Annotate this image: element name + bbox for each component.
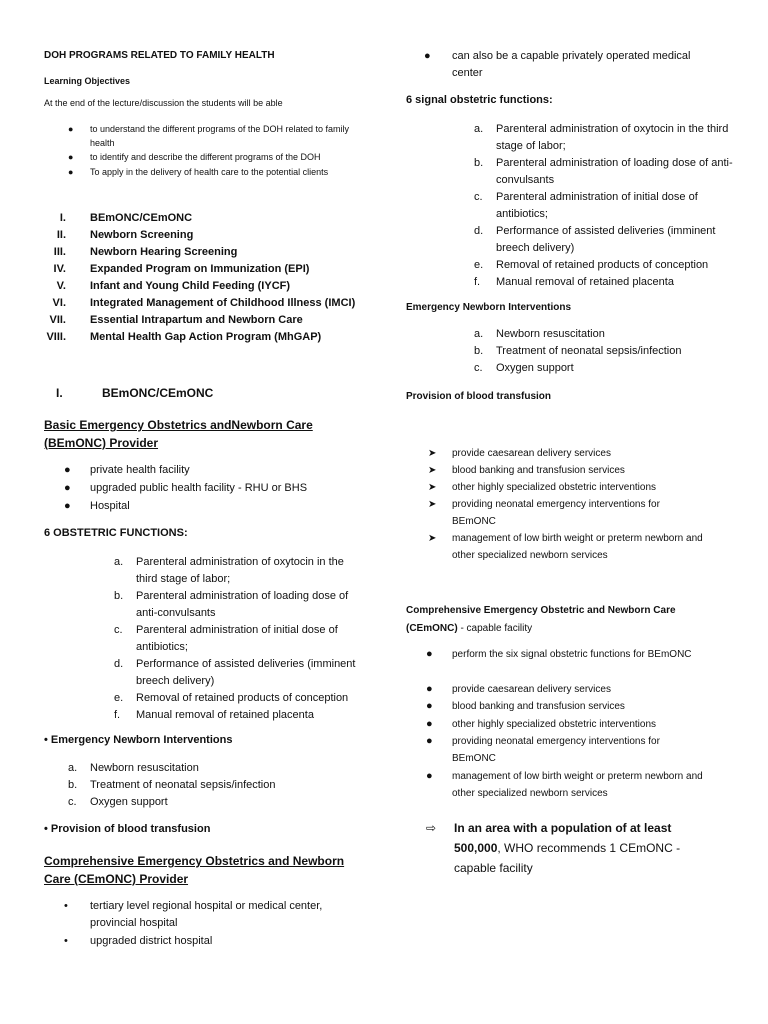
bullet-icon: ● xyxy=(64,482,71,494)
list-item: ➤ blood banking and transfusion services xyxy=(428,462,728,479)
list-item: ● blood banking and transfusion services xyxy=(426,698,716,715)
list-item: I. BEmONC/CEmONC xyxy=(59,212,193,224)
who-recommendation: ⇨ In an area with a population of at least 500,000, WHO recommends 1 CEmONC - capable facility xyxy=(426,818,726,878)
list-item: IV. Expanded Program on Immunization (EPI) xyxy=(53,263,310,275)
list-item: III. Newborn Hearing Screening xyxy=(53,246,238,258)
bullet-icon: ● xyxy=(68,167,74,177)
list-item: b. Parenteral administration of loading dose of anti-convulsants xyxy=(474,157,733,186)
list-item: ● can also be a capable privately operated medical center xyxy=(424,48,724,82)
list-item: c. Oxygen support xyxy=(474,362,574,374)
list-item: c. Parenteral administration of initial dose of antibiotics; xyxy=(114,624,338,653)
section-heading: I. BEmONC/CEmONC xyxy=(56,386,214,400)
bullet-icon: ● xyxy=(426,770,433,782)
list-item: c. Oxygen support xyxy=(68,796,168,808)
bullet-icon: ● xyxy=(64,464,71,476)
list-item: ● management of low birth weight or preterm newborn and other specialized newborn services xyxy=(426,768,716,802)
list-item: ● providing neonatal emergency interventions for BEmONC xyxy=(426,733,696,767)
bullet-icon: ● xyxy=(64,500,71,512)
list-item: ● other highly specialized obstetric interventions xyxy=(426,716,716,733)
list-item: ➤ provide caesarean delivery services xyxy=(428,445,728,462)
list-item: ➤ other highly specialized obstetric interventions xyxy=(428,479,728,496)
list-item: ● to understand the different programs of the DOH related to family health xyxy=(68,124,349,148)
emergency-newborn-heading-right: Emergency Newborn Interventions xyxy=(406,302,572,313)
bullet-icon: ● xyxy=(426,735,433,747)
arrow-right-icon: ➤ xyxy=(428,448,437,459)
list-item: a. Newborn resuscitation xyxy=(68,762,199,774)
list-item: d. Performance of assisted deliveries (imminent breech delivery) xyxy=(474,225,716,254)
list-item: ➤ providing neonatal emergency interventions for BEmONC xyxy=(428,496,698,530)
bullet-icon: • xyxy=(64,935,68,947)
bullet-icon: ● xyxy=(426,683,433,695)
bemonc-provider-heading: Basic Emergency Obstetrics andNewborn Care (BEmONC) Provider xyxy=(44,418,313,450)
list-item: II. Newborn Screening xyxy=(56,229,194,241)
list-item: c. Parenteral administration of initial dose of antibiotics; xyxy=(474,191,698,220)
bullet-icon: ● xyxy=(426,648,433,660)
cemonc-facility-heading: Comprehensive Emergency Obstetric and Newborn Care (CEmONC) - capable facility xyxy=(406,605,676,634)
bullet-icon: ● xyxy=(426,700,433,712)
bullet-icon: ● xyxy=(426,718,433,730)
bullet-icon: ● xyxy=(424,50,431,62)
list-item: ● upgraded public health facility - RHU or BHS xyxy=(64,482,308,494)
intro-text: At the end of the lecture/discussion the students will be able xyxy=(44,98,283,108)
list-item: ● Hospital xyxy=(64,500,130,512)
list-item: • upgraded district hospital xyxy=(64,933,364,950)
bullet-icon: • xyxy=(64,900,68,912)
arrow-outline-icon: ⇨ xyxy=(426,821,437,835)
list-item: ● provide caesarean delivery services xyxy=(426,681,716,698)
list-item: e. Removal of retained products of conception xyxy=(474,259,709,271)
list-item: VII. Essential Intrapartum and Newborn Care xyxy=(49,314,303,326)
list-item: a. Newborn resuscitation xyxy=(474,328,605,340)
document-title: DOH PROGRAMS RELATED TO FAMILY HEALTH xyxy=(44,50,275,61)
list-item: b. Parenteral administration of loading dose of anti-convulsants xyxy=(114,590,349,619)
signal-functions-heading: 6 signal obstetric functions: xyxy=(406,94,553,106)
arrow-right-icon: ➤ xyxy=(428,482,437,493)
list-item: ➤ management of low birth weight or preterm newborn and other specialized newborn services xyxy=(428,530,718,564)
list-item: b. Treatment of neonatal sepsis/infection xyxy=(68,779,276,791)
list-item: e. Removal of retained products of conception xyxy=(114,692,349,704)
list-item: f. Manual removal of retained placenta xyxy=(474,276,674,288)
list-item: f. Manual removal of retained placenta xyxy=(114,709,314,721)
list-item: ● private health facility xyxy=(64,464,190,476)
blood-transfusion-heading: • Provision of blood transfusion xyxy=(44,823,211,835)
list-item: ● To apply in the delivery of health care to the potential clients xyxy=(68,167,329,177)
list-item: ● perform the six signal obstetric functions for BEmONC xyxy=(426,646,716,663)
list-item: d. Performance of assisted deliveries (imminent breech delivery) xyxy=(114,658,356,687)
cemonc-provider-heading: Comprehensive Emergency Obstetrics and Newborn Care (CEmONC) Provider xyxy=(44,854,345,886)
obstetric-functions-heading: 6 OBSTETRIC FUNCTIONS: xyxy=(44,527,188,539)
list-item: b. Treatment of neonatal sepsis/infection xyxy=(474,345,682,357)
list-item: VI. Integrated Management of Childhood Illness (IMCI) xyxy=(52,297,356,309)
bullet-icon: ● xyxy=(68,124,74,134)
arrow-right-icon: ➤ xyxy=(428,533,437,544)
arrow-right-icon: ➤ xyxy=(428,465,437,476)
bullet-icon: ● xyxy=(68,152,74,162)
list-item: a. Parenteral administration of oxytocin in the third stage of labor; xyxy=(474,123,729,152)
list-item: VIII. Mental Health Gap Action Program (MhGAP) xyxy=(46,331,322,343)
arrow-right-icon: ➤ xyxy=(428,499,437,510)
learning-objectives-label: Learning Objectives xyxy=(44,76,131,86)
list-item: V. Infant and Young Child Feeding (IYCF) xyxy=(56,280,291,292)
emergency-newborn-heading: • Emergency Newborn Interventions xyxy=(44,734,233,746)
list-item: ● to identify and describe the different programs of the DOH xyxy=(68,152,321,162)
list-item: • tertiary level regional hospital or medical center, provincial hospital xyxy=(64,898,364,932)
list-item: a. Parenteral administration of oxytocin in the third stage of labor; xyxy=(114,556,344,585)
blood-transfusion-heading-right: Provision of blood transfusion xyxy=(406,391,551,402)
